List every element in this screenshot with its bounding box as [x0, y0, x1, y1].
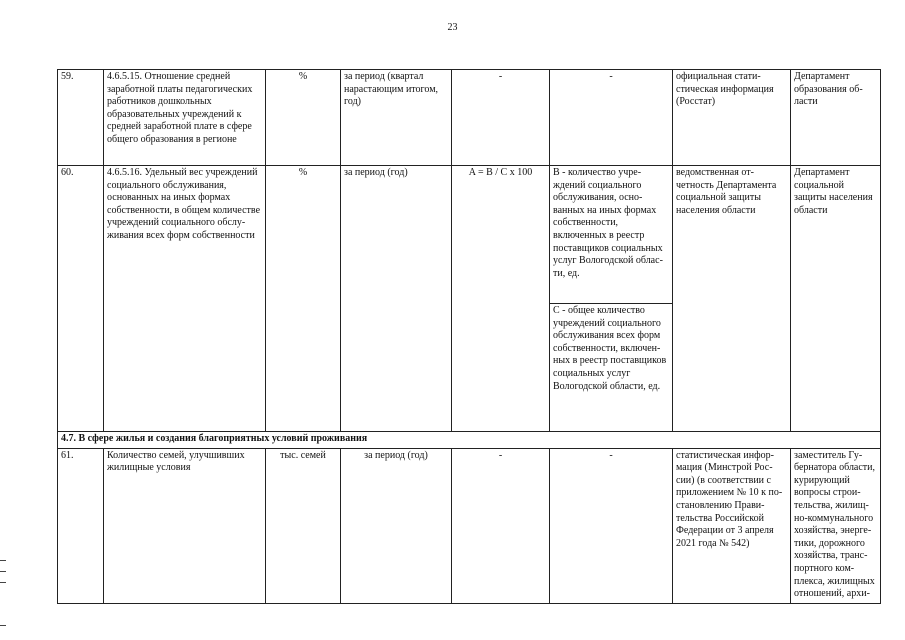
margin-mark	[0, 625, 6, 626]
source-cell: ведомственная отчетность Департамента социальной защиты населения области	[673, 166, 791, 432]
table-row-60	[58, 166, 881, 304]
section-row	[58, 432, 881, 449]
table-row-61	[58, 448, 881, 603]
unit-cell: тыс. семей	[266, 448, 341, 603]
formula-cell: -	[452, 70, 550, 166]
table-row-59	[58, 70, 881, 166]
formula-cell: -	[452, 448, 550, 603]
section-heading: 4.7. В сфере жилья и создания благоприятных условий проживания	[58, 432, 881, 449]
period-cell: за период (год)	[341, 166, 452, 432]
row-number: 60.	[58, 166, 104, 432]
row-number: 61.	[58, 448, 104, 603]
period-cell: за период (год)	[341, 448, 452, 603]
indicators-table	[57, 69, 881, 604]
margin-mark	[0, 560, 6, 561]
source-cell: статистическая информация (Минстрой России) (в соответствии с приложением № 10 к постановлению Правительства Российской Федерации от 3 апреля 2021 года № 542)	[673, 448, 791, 603]
indicator-name: Количество семей, улучшивших жилищные условия	[104, 448, 266, 603]
period-cell: за период (квартал нарастающим итогом, год)	[341, 70, 452, 166]
row-number: 59.	[58, 70, 104, 166]
source-cell: официальная статистическая информация (Росстат)	[673, 70, 791, 166]
margin-mark	[0, 571, 6, 572]
unit-cell: %	[266, 166, 341, 432]
responsible-cell: Департамент социальной защиты населения области	[791, 166, 881, 432]
responsible-cell: заместитель Губернатора области, курирующий вопросы строительства, жилищно-коммунального хозяйства, энергетики, дорожного хозяйства, транспортного комплекса, жилищных отношений, архи-	[791, 448, 881, 603]
description-c-cell: C - общее количество учреждений социального обслуживания всех форм собственности, включенных в реестр поставщиков социальных услуг Вологодской области, ед.	[550, 304, 673, 432]
description-cell: -	[550, 448, 673, 603]
description-cell: -	[550, 70, 673, 166]
margin-mark	[0, 582, 6, 583]
description-b-cell: B - количество учреждений социального обслуживания, основанных на иных формах собственности, включенных в реестр поставщиков социальных услуг Вологодской области, ед.	[550, 166, 673, 304]
indicator-name: 4.6.5.16. Удельный вес учреждений социального обслуживания, основанных на иных формах собственности, в общем количестве учреждений социального обслуживания всех форм собственности	[104, 166, 266, 432]
unit-cell: %	[266, 70, 341, 166]
page-number: 23	[447, 22, 458, 33]
indicator-name: 4.6.5.15. Отношение средней заработной платы педагогических работников дошкольных образовательных учреждений к средней заработной плате в сфере общего образования в регионе	[104, 70, 266, 166]
responsible-cell: Департамент образования области	[791, 70, 881, 166]
formula-cell: A = B / C x 100	[452, 166, 550, 432]
